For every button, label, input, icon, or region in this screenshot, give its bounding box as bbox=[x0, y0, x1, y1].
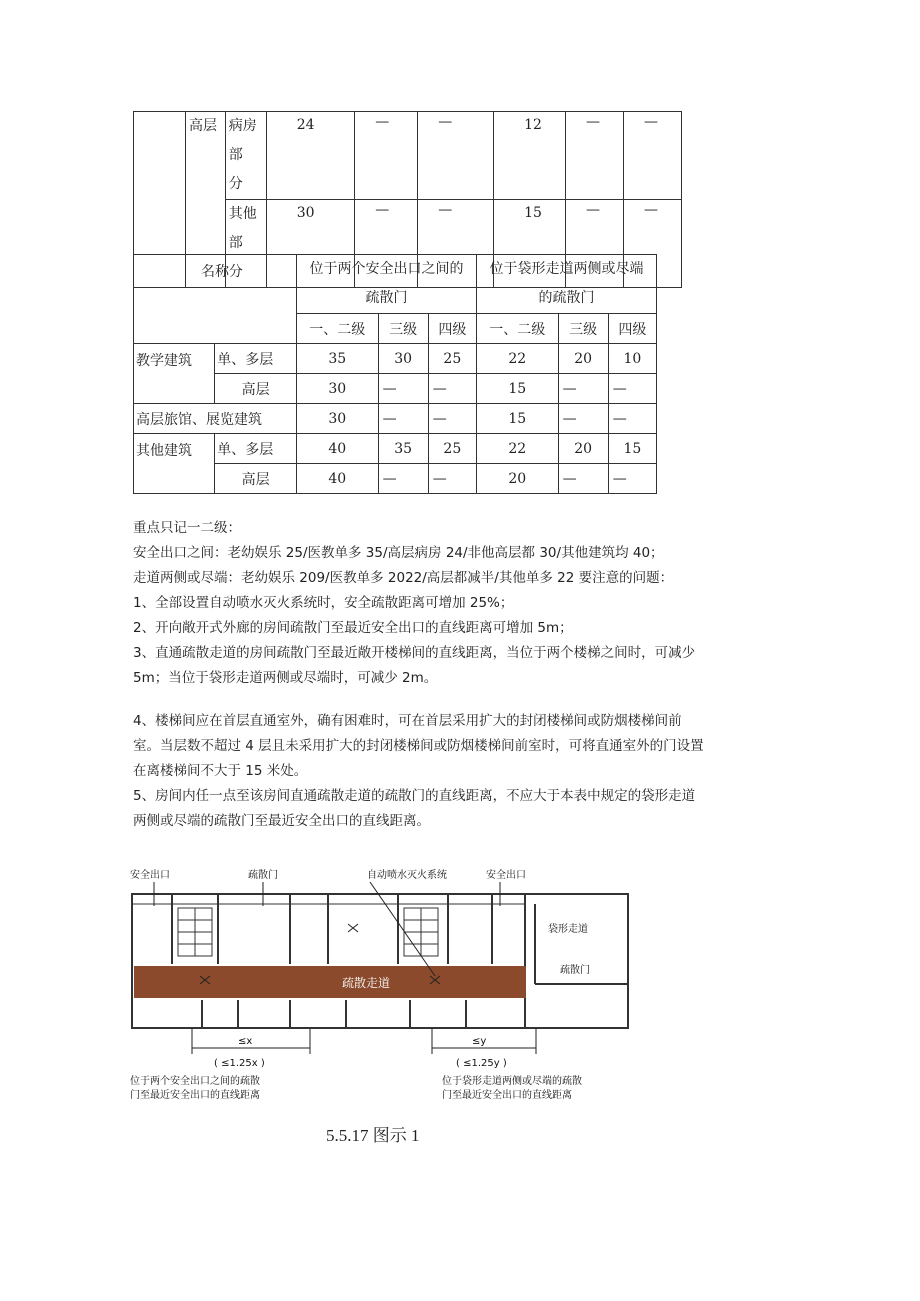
label-x-desc2: 门至最近安全出口的直线距离 bbox=[130, 1090, 260, 1101]
label-exit-left: 安全出口 bbox=[130, 870, 170, 881]
value-cell: — bbox=[608, 374, 656, 404]
subcategory-cell: 单、多层 bbox=[215, 344, 297, 374]
value-cell: 25 bbox=[428, 434, 476, 464]
category-cell: 高层旅馆、展览建筑 bbox=[134, 404, 297, 434]
value-cell: — bbox=[378, 374, 428, 404]
label-corridor: 疏散走道 bbox=[342, 976, 391, 990]
value-cell: 22 bbox=[476, 434, 558, 464]
value-cell: — bbox=[623, 112, 681, 200]
value-cell: 25 bbox=[428, 344, 476, 374]
value-cell: — bbox=[428, 464, 476, 494]
value-cell: — bbox=[355, 112, 418, 200]
category-cell: 教学建筑 bbox=[134, 344, 215, 404]
floor-plan-diagram bbox=[130, 866, 630, 1118]
subcategory-cell: 单、多层 bbox=[215, 434, 297, 464]
row-label: 其他部 分 bbox=[225, 200, 266, 288]
stair-right bbox=[404, 908, 438, 956]
grade-header: 一、二级 bbox=[476, 314, 558, 344]
note-line: 两侧或尽端的疏散门至最近安全出口的直线距离。 bbox=[133, 813, 430, 829]
value-cell: 40 bbox=[296, 464, 378, 494]
figure-caption: 5.5.17 图示 1 bbox=[326, 1126, 420, 1145]
value-cell: — bbox=[558, 404, 608, 434]
value-cell: — bbox=[566, 200, 624, 288]
value-cell: 40 bbox=[296, 434, 378, 464]
note-line: 走道两侧或尽端：老幼娱乐 209/医教单多 2022/高层都减半/其他单多 22 要注意的问题： bbox=[133, 570, 674, 586]
note-line: 4、楼梯间应在首层直通室外，确有困难时，可在首层采用扩大的封闭楼梯间或防烟楼梯间前 bbox=[133, 713, 682, 729]
grade-header: 一、二级 bbox=[296, 314, 378, 344]
group-cell: 高层 bbox=[186, 112, 226, 288]
value-cell: 30 bbox=[296, 374, 378, 404]
value-cell: 35 bbox=[378, 434, 428, 464]
value-cell: — bbox=[428, 374, 476, 404]
value-cell: — bbox=[623, 200, 681, 288]
note-line: 在离楼梯间不大于 15 米处。 bbox=[133, 763, 308, 779]
value-cell: 10 bbox=[608, 344, 656, 374]
grade-header: 四级 bbox=[428, 314, 476, 344]
value-cell: 20 bbox=[476, 464, 558, 494]
value-cell: — bbox=[378, 404, 428, 434]
value-cell: 15 bbox=[608, 434, 656, 464]
value-cell: — bbox=[355, 200, 418, 288]
value-cell: 15 bbox=[494, 200, 566, 288]
value-cell: 15 bbox=[476, 374, 558, 404]
value-cell: 24 bbox=[266, 112, 355, 200]
value-cell: 20 bbox=[558, 344, 608, 374]
note-line: 2、开向敞开式外廊的房间疏散门至最近安全出口的直线距离可增加 5m； bbox=[133, 620, 573, 636]
note-line: 5、房间内任一点至该房间直通疏散走道的疏散门的直线距离，不应大于本表中规定的袋形走道 bbox=[133, 788, 696, 804]
value-cell: — bbox=[608, 404, 656, 434]
label-door: 疏散门 bbox=[248, 870, 278, 881]
corridor bbox=[134, 966, 526, 998]
value-cell: 12 bbox=[494, 112, 566, 200]
subcategory-cell: 高层 bbox=[215, 464, 297, 494]
value-cell: — bbox=[428, 404, 476, 434]
note-line: 重点只记一二级： bbox=[133, 520, 241, 536]
label-y-desc1: 位于袋形走道两侧或尽端的疏散 bbox=[442, 1076, 582, 1087]
row-label: 病房部 分 bbox=[225, 112, 266, 200]
value-cell: — bbox=[378, 464, 428, 494]
subcategory-cell: 高层 bbox=[215, 374, 297, 404]
value-cell: 35 bbox=[296, 344, 378, 374]
note-line: 1、全部设置自动喷水灭火系统时，安全疏散距离可增加 25%； bbox=[133, 595, 514, 611]
value-cell: — bbox=[608, 464, 656, 494]
value-cell: — bbox=[558, 464, 608, 494]
label-door-right: 疏散门 bbox=[560, 965, 590, 976]
header-between-exits: 位于两个安全出口之间的 疏散门 bbox=[296, 255, 476, 314]
grade-header: 三级 bbox=[378, 314, 428, 344]
category-cell: 其他建筑 bbox=[134, 434, 215, 494]
table-evacuation-distance bbox=[133, 254, 657, 494]
building-walls bbox=[132, 894, 628, 1028]
grade-header: 三级 bbox=[558, 314, 608, 344]
label-x-sub: ( ≤1.25x ) bbox=[214, 1058, 265, 1069]
note-line: 3、直通疏散走道的房间疏散门至最近敞开楼梯间的直线距离，当位于两个楼梯之间时，可减少 bbox=[133, 645, 696, 661]
value-cell: 15 bbox=[476, 404, 558, 434]
label-exit-right: 安全出口 bbox=[486, 870, 526, 881]
label-y-desc2: 门至最近安全出口的直线距离 bbox=[442, 1090, 572, 1101]
label-x: ≤x bbox=[238, 1036, 253, 1047]
value-cell: 30 bbox=[296, 404, 378, 434]
grade-header: 四级 bbox=[608, 314, 656, 344]
value-cell: — bbox=[566, 112, 624, 200]
stair-left bbox=[178, 908, 212, 956]
value-cell: — bbox=[418, 200, 494, 288]
notes-section bbox=[133, 516, 793, 834]
value-cell: 22 bbox=[476, 344, 558, 374]
label-y-sub: ( ≤1.25y ) bbox=[456, 1058, 507, 1069]
note-line: 5m；当位于袋形走道两侧或尽端时，可减少 2m。 bbox=[133, 670, 438, 686]
value-cell: — bbox=[418, 112, 494, 200]
value-cell: 20 bbox=[558, 434, 608, 464]
label-dead-end: 袋形走道 bbox=[548, 924, 588, 935]
label-sprinkler: 自动喷水灭火系统 bbox=[367, 870, 447, 881]
label-x-desc1: 位于两个安全出口之间的疏散 bbox=[130, 1076, 260, 1087]
value-cell: 30 bbox=[378, 344, 428, 374]
label-y: ≤y bbox=[472, 1036, 487, 1047]
note-line: 安全出口之间：老幼娱乐 25/医教单多 35/高层病房 24/非他高层都 30/其他建筑均 40； bbox=[133, 545, 664, 561]
value-cell: 30 bbox=[266, 200, 355, 288]
value-cell: — bbox=[558, 374, 608, 404]
note-line: 室。当层数不超过 4 层且未采用扩大的封闭楼梯间或防烟楼梯间前室时，可将直通室外的门设置 bbox=[133, 738, 704, 754]
header-dead-end: 位于袋形走道两侧或尽端 的疏散门 bbox=[476, 255, 656, 314]
header-name: 名称 bbox=[134, 255, 297, 344]
